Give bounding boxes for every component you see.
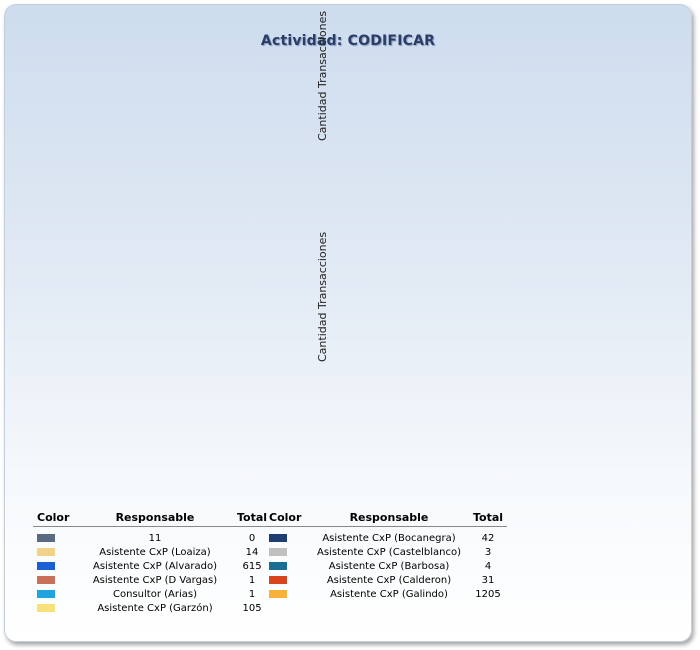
legend-color-cell: [33, 588, 77, 602]
legend-row: [33, 602, 271, 616]
legend-header-responsable: Responsable: [77, 509, 233, 527]
y-axis-label-bottom: Cantidad Transacciones: [316, 231, 329, 362]
legend-swatch: [269, 562, 287, 570]
legend-table-right: [265, 509, 507, 602]
legend-responsable: Asistente CxP (D Vargas): [92, 575, 218, 586]
legend-row: [33, 527, 271, 547]
legend-color-cell: [33, 560, 77, 574]
legend-swatch: [269, 590, 287, 598]
y-axis-label-top: Cantidad Transacciones: [316, 10, 329, 141]
legend-total: 1205: [475, 589, 501, 600]
legend-color-cell: [33, 574, 77, 588]
legend-responsable: Asistente CxP (Loaiza): [99, 547, 211, 558]
legend-total: 615: [242, 561, 262, 572]
legend-responsable: Asistente CxP (Bocanegra): [322, 533, 456, 544]
legend-responsable: Asistente CxP (Alvarado): [93, 561, 217, 572]
legend-total: 3: [484, 547, 492, 558]
legend-swatch: [37, 576, 55, 584]
legend-color-cell: [265, 560, 309, 574]
legend-color-cell: [33, 546, 77, 560]
legend-total: 14: [245, 547, 259, 558]
legend-swatch: [37, 604, 55, 612]
legend-swatch: [37, 562, 55, 570]
legend-total: 1: [248, 575, 256, 586]
legend-color-cell: [265, 546, 309, 560]
legend-swatch: [269, 576, 287, 584]
legend-total: 31: [481, 575, 495, 586]
legend-row: [33, 546, 271, 560]
legend-total: 42: [481, 533, 495, 544]
legend-responsable: Asistente CxP (Galindo): [330, 589, 448, 600]
legend-table-left: [33, 509, 271, 616]
legend-header-responsable: Responsable: [309, 509, 469, 527]
legend-row: [265, 546, 507, 560]
legend-header-total: Total: [233, 509, 271, 527]
legend-swatch: [269, 548, 287, 556]
legend-row: [265, 527, 507, 547]
legend-total: 1: [248, 589, 256, 600]
legend-total: 0: [248, 533, 256, 544]
legend-swatch: [37, 534, 55, 542]
legend-color-cell: [265, 527, 309, 547]
legend-header-color: Color: [265, 509, 309, 527]
legend-header-total: Total: [469, 509, 507, 527]
legend-responsable: 11: [148, 533, 162, 544]
legend-swatch: [37, 590, 55, 598]
legend-responsable: Asistente CxP (Calderon): [326, 575, 452, 586]
legend-color-cell: [33, 527, 77, 547]
legend-color-cell: [265, 588, 309, 602]
legend-responsable: Asistente CxP (Garzón): [97, 603, 213, 614]
legend-swatch: [269, 534, 287, 542]
chart-title: Actividad: CODIFICAR: [260, 33, 436, 49]
legend-row: [33, 588, 271, 602]
legend-responsable: Asistente CxP (Barbosa): [328, 561, 450, 572]
legend-row: [265, 560, 507, 574]
legend-swatch: [37, 548, 55, 556]
legend-total: 4: [484, 561, 492, 572]
legend-row: [33, 560, 271, 574]
legend-row: [265, 588, 507, 602]
legend-responsable: Asistente CxP (Castelblanco): [317, 547, 461, 558]
legend-responsable: Consultor (Arias): [113, 589, 197, 600]
legend-row: [265, 574, 507, 588]
legend-header-color: Color: [33, 509, 77, 527]
legend-row: [33, 574, 271, 588]
legend-body-right: [265, 527, 507, 603]
legend-color-cell: [265, 574, 309, 588]
legend-body-left: [33, 527, 271, 617]
legend-color-cell: [33, 602, 77, 616]
legend-total: 105: [242, 603, 262, 614]
